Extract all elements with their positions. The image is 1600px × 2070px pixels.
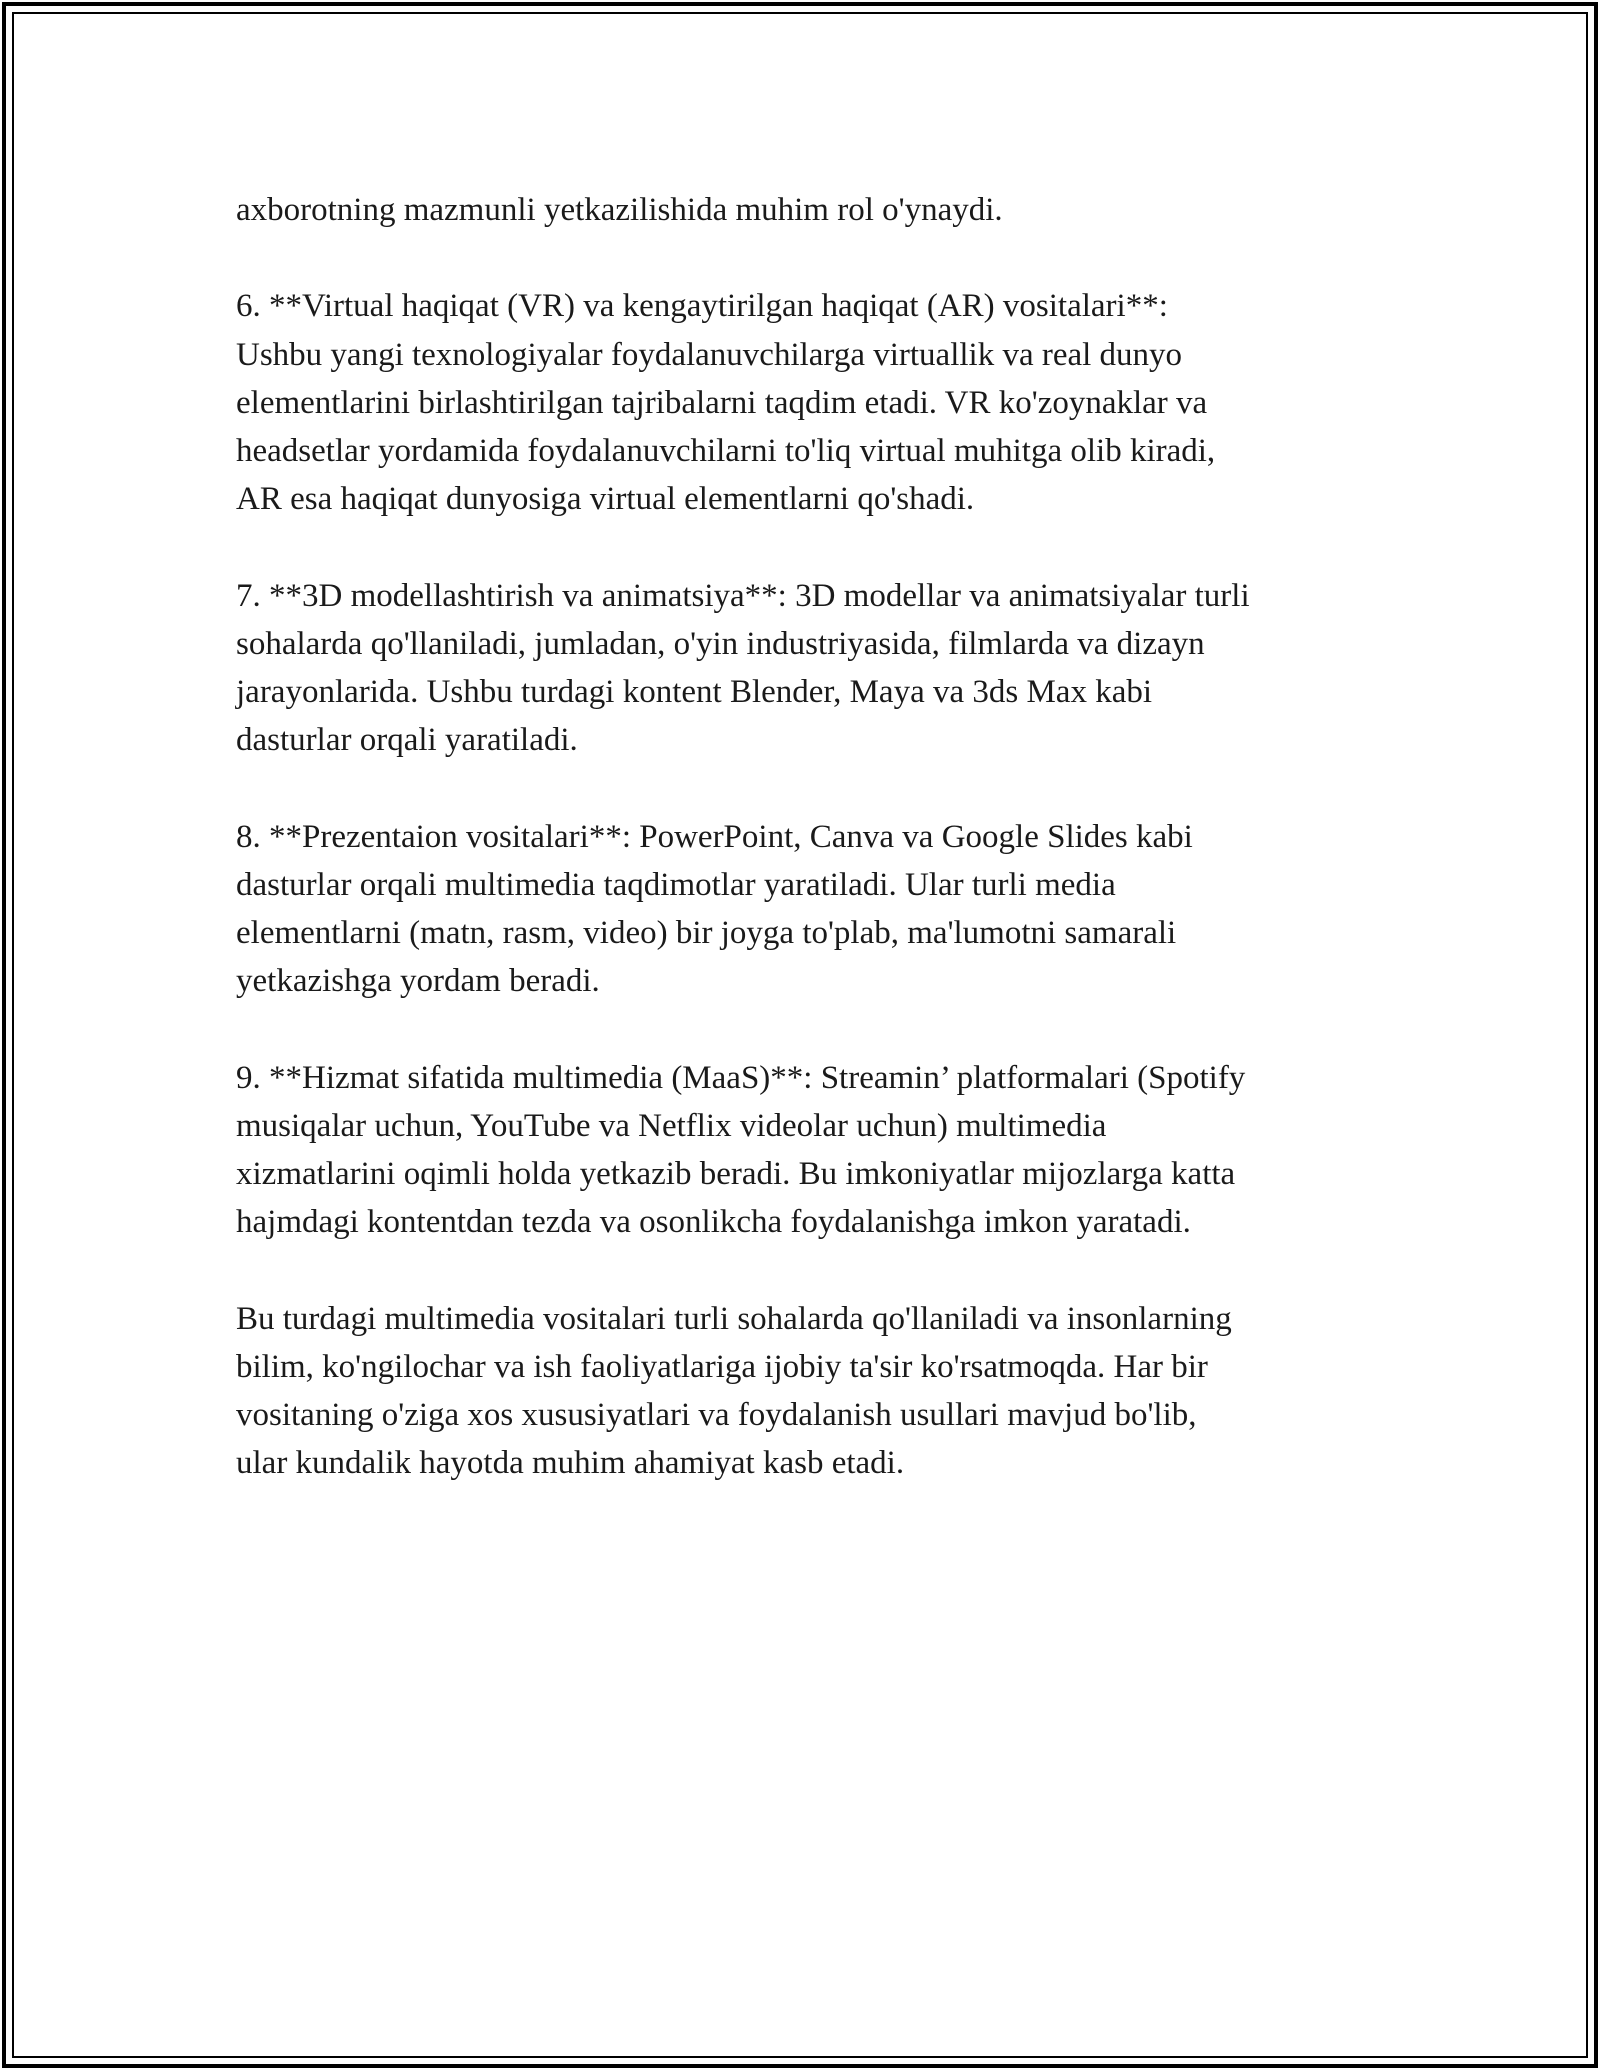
text-line: Ushbu yangi texnologiyalar foydalanuvchilarga virtuallik va real dunyo <box>236 336 1183 373</box>
paragraph-item-8-presentation <box>236 813 1376 1006</box>
text-line: elementlarni (matn, rasm, video) bir joyga to'plab, ma'lumotni samarali <box>236 915 1177 951</box>
paragraph-item-7-3d <box>236 572 1376 765</box>
text-line: axborotning mazmunli yetkazilishida muhim rol o'ynaydi. <box>236 192 1003 228</box>
document-body <box>236 186 1376 1536</box>
text-line: musiqalar uchun, YouTube va Netflix videolar uchun) multimedia <box>236 1107 1107 1144</box>
text-line: 6. **Virtual haqiqat (VR) va kengaytirilgan haqiqat (AR) vositalari**: <box>236 288 1168 325</box>
paragraph-intro-continuation <box>236 186 1376 234</box>
paragraph-item-9-maas <box>236 1054 1376 1247</box>
text-line: 9. **Hizmat sifatida multimedia (MaaS)**: Streamin’ platformalari (Spotify <box>236 1059 1246 1096</box>
text-line: xizmatlarini oqimli holda yetkazib beradi. Bu imkoniyatlar mijozlarga katta <box>236 1156 1236 1192</box>
text-line: dasturlar orqali yaratiladi. <box>236 722 578 759</box>
paragraph-conclusion <box>236 1295 1376 1488</box>
text-line: AR esa haqiqat dunyosiga virtual elementlarni qo'shadi. <box>236 481 975 518</box>
text-line: yetkazishga yordam beradi. <box>236 963 600 1000</box>
text-line: 8. **Prezentaion vositalari**: PowerPoint, Canva va Google Slides kabi <box>236 818 1193 855</box>
text-line: dasturlar orqali multimedia taqdimotlar yaratiladi. Ular turli media <box>236 866 1116 903</box>
text-line: ular kundalik hayotda muhim ahamiyat kasb etadi. <box>236 1445 905 1482</box>
text-line: headsetlar yordamida foydalanuvchilarni to'liq virtual muhitga olib kiradi, <box>236 433 1216 469</box>
text-line: elementlarini birlashtirilgan tajribalarni taqdim etadi. VR ko'zoynaklar va <box>236 384 1208 421</box>
text-line: hajmdagi kontentdan tezda va osonlikcha foydalanishga imkon yaratadi. <box>236 1204 1191 1241</box>
text-line: 7. **3D modellashtirish va animatsiya**: 3D modellar va animatsiyalar turli <box>236 577 1250 614</box>
text-line: jarayonlarida. Ushbu turdagi kontent Blender, Maya va 3ds Max kabi <box>236 674 1153 710</box>
text-line: vositaning o'ziga xos xususiyatlari va foydalanish usullari mavjud bo'lib, <box>236 1397 1197 1433</box>
text-line: sohalarda qo'llaniladi, jumladan, o'yin industriyasida, filmlarda va dizayn <box>236 625 1205 662</box>
paragraph-item-6-vr-ar <box>236 282 1376 523</box>
text-line: Bu turdagi multimedia vositalari turli sohalarda qo'llaniladi va insonlarning <box>236 1300 1232 1337</box>
text-line: bilim, ko'ngilochar va ish faoliyatlariga ijobiy ta'sir ko'rsatmoqda. Har bir <box>236 1348 1208 1385</box>
